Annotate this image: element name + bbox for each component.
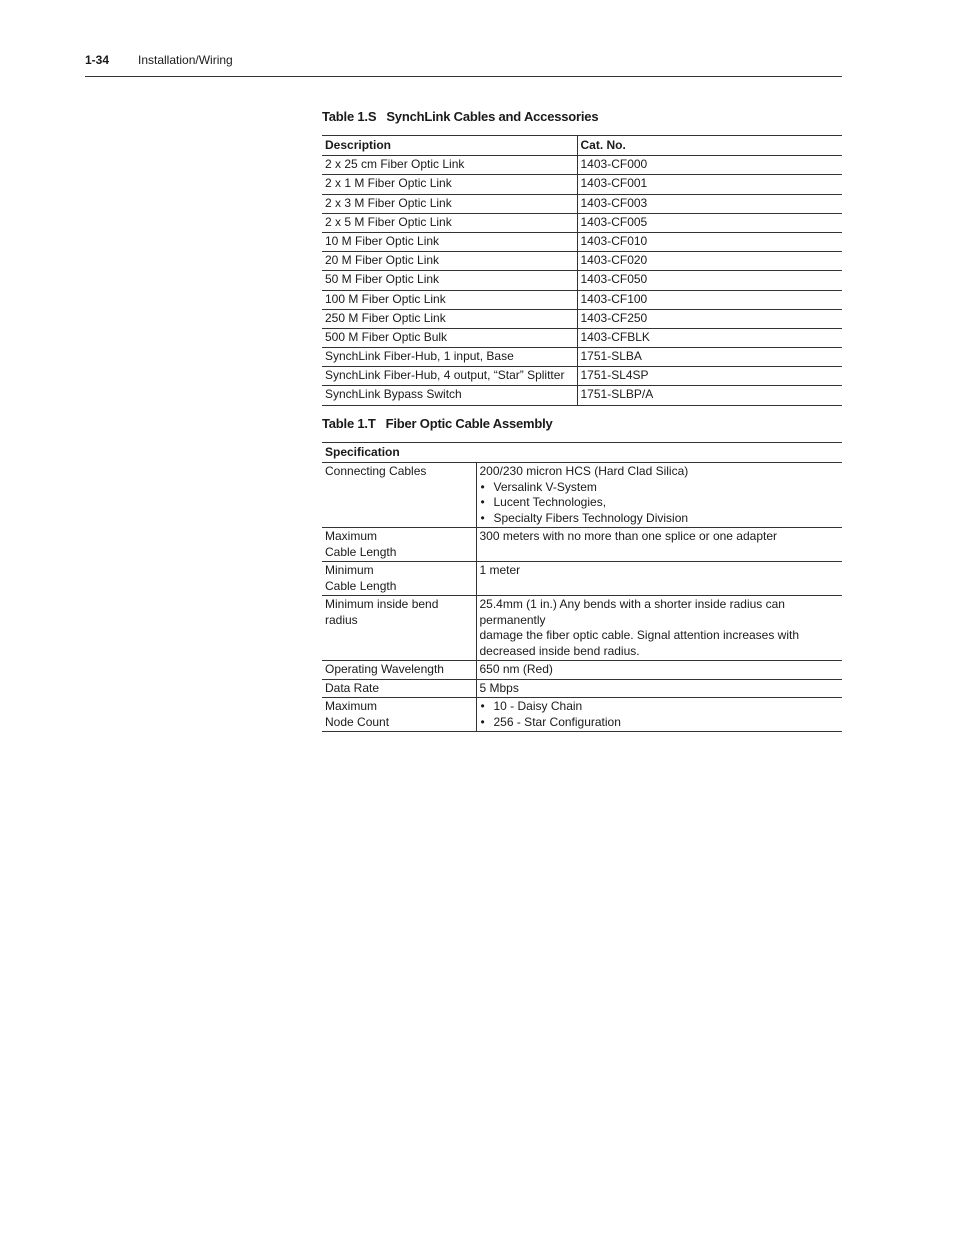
table-row <box>322 156 842 175</box>
column-header-cat-no: Cat. No. <box>577 136 842 156</box>
bullet-item: • 10 - Daisy Chain <box>480 699 840 715</box>
table-t-caption <box>322 416 553 431</box>
table-t-title: Fiber Optic Cable Assembly <box>385 416 553 431</box>
table-row <box>322 328 842 347</box>
page-header <box>85 52 842 77</box>
spec-label-cell <box>322 562 476 596</box>
bullet-item: • Versalink V-System <box>480 480 840 496</box>
spec-value-line: 300 meters with no more than one splice or one adapter <box>479 529 778 543</box>
description-cell: 500 M Fiber Optic Bulk <box>322 328 577 347</box>
table-row <box>322 290 842 309</box>
table-row <box>322 367 842 386</box>
column-header-description: Description <box>322 136 577 156</box>
cat-no-cell: 1403-CF050 <box>577 271 842 290</box>
table-s-number: Table 1.S <box>322 109 377 124</box>
table-s-caption <box>322 109 598 124</box>
spec-value-cell <box>476 562 842 596</box>
description-cell: SynchLink Fiber-Hub, 4 output, “Star” Splitter <box>322 367 577 386</box>
table-row <box>322 562 842 596</box>
spec-value-cell <box>476 661 842 680</box>
column-header-specification: Specification <box>322 443 842 463</box>
spec-label-cell <box>322 596 476 661</box>
spec-value-line: damage the fiber optic cable. Signal attention increases with <box>479 628 800 642</box>
synchlink-cables-table <box>322 135 842 406</box>
spec-label-cell <box>322 528 476 562</box>
table-row <box>322 175 842 194</box>
cat-no-cell: 1751-SLBA <box>577 348 842 367</box>
page-number: 1-34 <box>85 53 110 67</box>
section-title: Installation/Wiring <box>138 53 233 67</box>
spec-value-line: 25.4mm (1 in.) Any bends with a shorter inside radius can permanently <box>479 597 785 627</box>
bullet-list <box>480 699 840 730</box>
cat-no-cell: 1403-CFBLK <box>577 328 842 347</box>
bullet-list <box>480 480 840 527</box>
spec-value-cell <box>476 698 842 732</box>
cat-no-cell: 1403-CF010 <box>577 232 842 251</box>
table-row <box>322 463 842 528</box>
spec-label-line: Minimum inside bend radius <box>325 597 439 627</box>
spec-value-line: 200/230 micron HCS (Hard Clad Silica) <box>479 464 689 478</box>
spec-value-cell <box>476 596 842 661</box>
description-cell: 250 M Fiber Optic Link <box>322 309 577 328</box>
bullet-item: • Lucent Technologies, <box>480 495 840 511</box>
spec-label-line: Cable Length <box>325 578 397 593</box>
cat-no-cell: 1751-SLBP/A <box>577 386 842 405</box>
spec-label-line: Maximum <box>325 699 378 713</box>
spec-label-line: Cable Length <box>325 544 397 559</box>
fiber-optic-cable-table <box>322 442 842 732</box>
bullet-item: • 256 - Star Configuration <box>480 715 840 731</box>
spec-value-line: 650 nm (Red) <box>479 662 553 676</box>
table-row <box>322 698 842 732</box>
cat-no-cell: 1403-CF005 <box>577 213 842 232</box>
table-row <box>322 528 842 562</box>
spec-label-line: Maximum <box>325 529 378 543</box>
table-header-row <box>322 443 842 463</box>
table-row <box>322 348 842 367</box>
spec-label-line: Connecting Cables <box>325 464 427 478</box>
table-row <box>322 386 842 405</box>
description-cell: 100 M Fiber Optic Link <box>322 290 577 309</box>
cat-no-cell: 1403-CF003 <box>577 194 842 213</box>
description-cell: 20 M Fiber Optic Link <box>322 252 577 271</box>
table-row <box>322 596 842 661</box>
cat-no-cell: 1403-CF100 <box>577 290 842 309</box>
cat-no-cell: 1403-CF000 <box>577 156 842 175</box>
description-cell: SynchLink Fiber-Hub, 1 input, Base <box>322 348 577 367</box>
cat-no-cell: 1403-CF250 <box>577 309 842 328</box>
spec-label-line: Data Rate <box>325 680 380 695</box>
table-row <box>322 309 842 328</box>
table-row <box>322 213 842 232</box>
spec-label-cell <box>322 698 476 732</box>
cat-no-cell: 1403-CF020 <box>577 252 842 271</box>
table-row <box>322 679 842 698</box>
table-row <box>322 661 842 680</box>
table-t-number: Table 1.T <box>322 416 376 431</box>
table-row <box>322 194 842 213</box>
spec-label-line: Node Count <box>325 714 390 729</box>
spec-label-cell <box>322 463 476 528</box>
spec-label-line: Minimum <box>325 563 374 577</box>
description-cell: 10 M Fiber Optic Link <box>322 232 577 251</box>
description-cell: 50 M Fiber Optic Link <box>322 271 577 290</box>
spec-label-cell <box>322 679 476 698</box>
description-cell: 2 x 5 M Fiber Optic Link <box>322 213 577 232</box>
spec-label-line: Operating Wavelength <box>325 662 444 676</box>
spec-value-line: 1 meter <box>479 563 521 577</box>
description-cell: 2 x 25 cm Fiber Optic Link <box>322 156 577 175</box>
table-s-title: SynchLink Cables and Accessories <box>386 109 599 124</box>
spec-value-cell <box>476 679 842 698</box>
cat-no-cell: 1751-SL4SP <box>577 367 842 386</box>
table-header-row <box>322 136 842 156</box>
description-cell: 2 x 3 M Fiber Optic Link <box>322 194 577 213</box>
table-row <box>322 271 842 290</box>
spec-value-line: decreased inside bend radius. <box>479 643 640 658</box>
description-cell: 2 x 1 M Fiber Optic Link <box>322 175 577 194</box>
description-cell: SynchLink Bypass Switch <box>322 386 577 405</box>
table-row <box>322 252 842 271</box>
cat-no-cell: 1403-CF001 <box>577 175 842 194</box>
spec-value-line: 5 Mbps <box>479 680 519 695</box>
spec-label-cell <box>322 661 476 680</box>
spec-value-cell <box>476 463 842 528</box>
spec-value-cell <box>476 528 842 562</box>
table-row <box>322 232 842 251</box>
bullet-item: • Specialty Fibers Technology Division <box>480 511 840 527</box>
